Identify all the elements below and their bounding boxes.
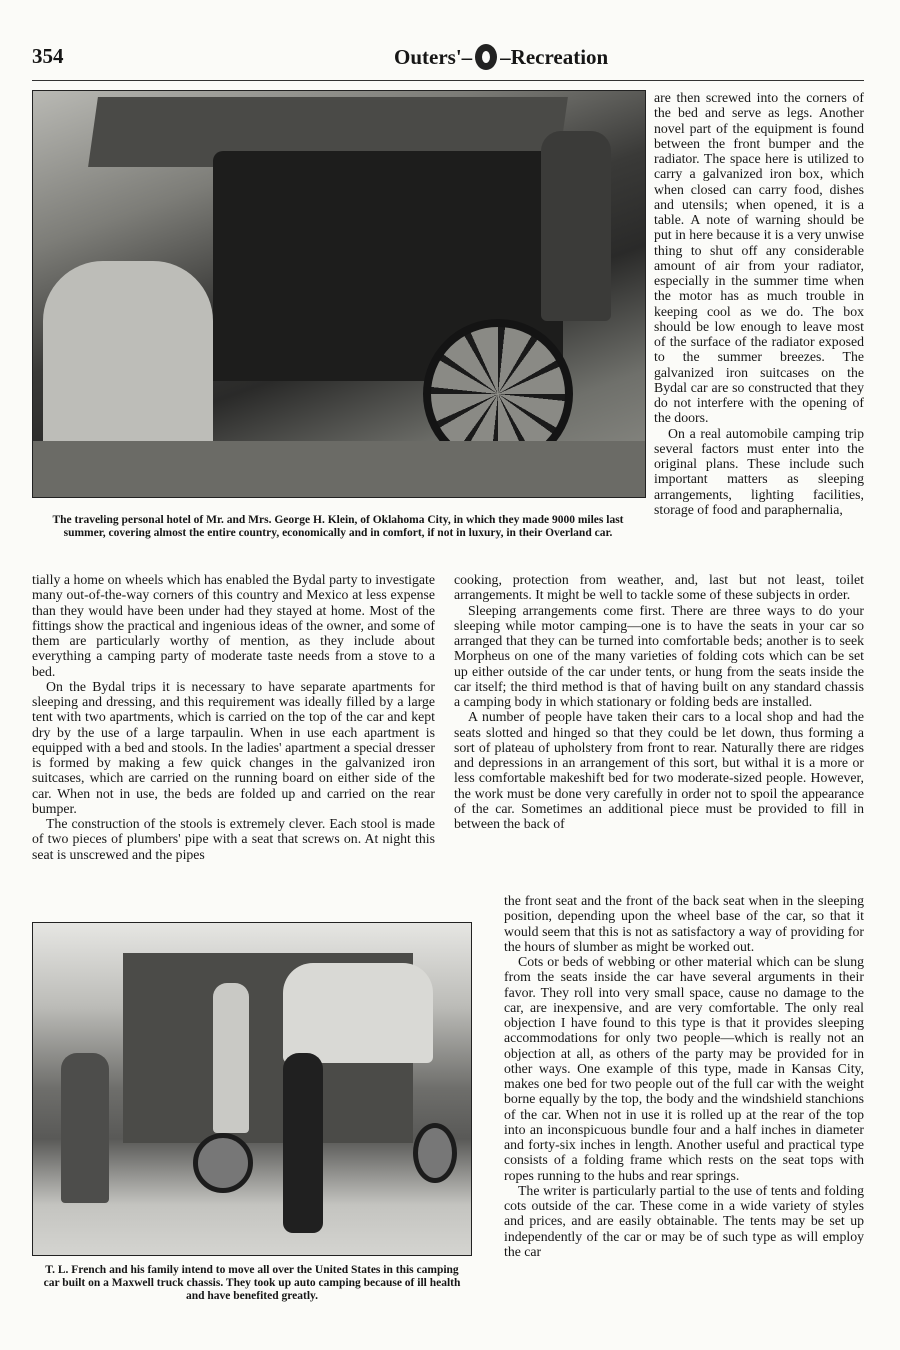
magazine-title-right: –Recreation	[500, 44, 609, 69]
emblem-icon	[475, 44, 497, 70]
article-column-left	[32, 572, 435, 862]
article-column-right-top	[654, 90, 864, 517]
paragraph: tially a home on wheels which has enabled the Bydal party to investigate many out-of-the-way corners of this country and Mexico at less expense than they would have been under had they stayed at home. Most of the fittings show the practical and ingenious ideas of the owner, and some of them are particularly worthy of mention, as they include about everything a camping party of moderate taste needs from a stove to a bed.	[32, 572, 435, 679]
paragraph: cooking, protection from weather, and, last but not least, toilet arrangements. It might be well to tackle some of these subjects in order.	[454, 572, 864, 603]
camper-canvas-top	[283, 963, 433, 1063]
paragraph: the front seat and the front of the back seat when in the sleeping position, depending upon the wheel base of the car, so that it would seem that this is not as satisfactory a way of providing for the hours of slumber as might be worked out.	[504, 893, 864, 954]
paragraph: A number of people have taken their cars to a local shop and had the seats slotted and hinged so that they could be let down, thus forming a sort of plateau of upholstery from front to rear. Naturally there are ridges and depressions in an arrangement of this sort, but withal it is a more or less comfortable makeshift bed for two moderate-sized people. However, the work must be done very carefully in order not to spoil the appearance of the car. Sometimes an additional piece must be provided to fill in between the back of	[454, 709, 864, 831]
paragraph: Sleeping arrangements come first. There are three ways to do your sleeping while motor camping—one is to have the seats in your car so arranged that they can be turned into comfortable beds; another is to seek Morpheus on one of the many varieties of folding cots which can be set up either outside of the car under tents, or hung from the seats inside the car itself; the third method is that of having built on any standard chassis a camping body in which stationary or folding beds are installed.	[454, 602, 864, 709]
header-rule	[32, 80, 864, 81]
grass	[33, 441, 645, 497]
photo-klein-car	[32, 90, 646, 498]
man-figure	[541, 131, 611, 321]
camper-wheel	[413, 1123, 457, 1183]
paragraph: Cots or beds of webbing or other material which can be slung from the seats inside the car have several arguments in their favor. They roll into very small space, cause no damage to the car, are inexpensive, and are very comfortable. The only real objection I have found to this type is that it provides sleeping accommodations for only two people—which is really not an objection at all, as others of the party may be provided for in other ways. One example of this type, made in Kansas City, makes one bed for two people out of the full car with the weight borne equally by the top, the body and the windshield stanchions of the car. When not in use it is rolled up at the rear of the top into an inconspicuous bundle four and a half inches in diameter and forty-six inches in length. Another useful and practical type consists of a folding frame which rests on the seat tops with ropes running to the hubs and rear springs.	[504, 954, 864, 1183]
caption-bottom: T. L. French and his family intend to move all over the United States in this camping car built on a Maxwell truck chassis. They took up auto camping because of ill health and have benefited greatly.	[43, 1264, 461, 1302]
man-figure	[61, 1053, 109, 1203]
photo-french-camping-car	[32, 922, 472, 1256]
paragraph: On a real automobile camping trip several factors must enter into the original plans. These include such important matters as sleeping arrangements, lighting facilities, storage of food and paraphernalia,	[654, 425, 864, 517]
magazine-title	[394, 44, 608, 70]
caption-top: The traveling personal hotel of Mr. and Mrs. George H. Klein, of Oklahoma City, in which they made 9000 miles last summer, covering almost the entire country, economically and in comfort, if not in luxury, in their Overland car.	[52, 514, 624, 539]
girl-figure	[213, 983, 249, 1133]
magazine-title-left: Outers'–	[394, 44, 473, 69]
paragraph: The construction of the stools is extremely clever. Each stool is made of two pieces of plumbers' pipe with a seat that screws on. At night this seat is unscrewed and the pipes	[32, 816, 435, 862]
article-column-right-mid	[454, 572, 864, 831]
woman-figure	[283, 1053, 323, 1233]
paragraph: The writer is particularly partial to the use of tents and folding cots outside of the car. These come in a wide variety of styles and prices, and are easily obtainable. The tents may be set up independently of the car or may be of such type as will employ the car	[504, 1182, 864, 1259]
paragraph: are then screwed into the corners of the bed and serve as legs. Another novel part of the equipment is found between the front bumper and the radiator. The space here is utilized to carry a galvanized iron box, which when closed can carry food, dishes and utensils; when opened, it is a table. A note of warning should be put in here because it is a very unwise thing to shut off any considerable amount of air from your radiator, especially in the summer time when the motor has as much trouble in keeping cool as we do. The box should be low enough to leave most of the surface of the radiator exposed to the summer breezes. The galvanized iron suitcases on the Bydal car are so constructed that they do not interfere with the opening of the doors.	[654, 90, 864, 426]
article-column-right-bottom	[504, 893, 864, 1259]
page-header	[32, 44, 864, 80]
paragraph: On the Bydal trips it is necessary to have separate apartments for sleeping and dressing, and this requirement was ideally filled by a large tent with two apartments, which is carried on the top of the car and kept dry by the use of a large tarpaulin. When in use each apartment is equipped with a bed and stools. In the ladies' apartment a special dresser is formed by making a few quick changes in the galvanized iron suitcases, which are carried on the running board on either side of the car. When not in use, the beds are folded up and carried on the rear bumper.	[32, 678, 435, 816]
camper-wheel	[193, 1133, 253, 1193]
page-number: 354	[32, 44, 64, 68]
